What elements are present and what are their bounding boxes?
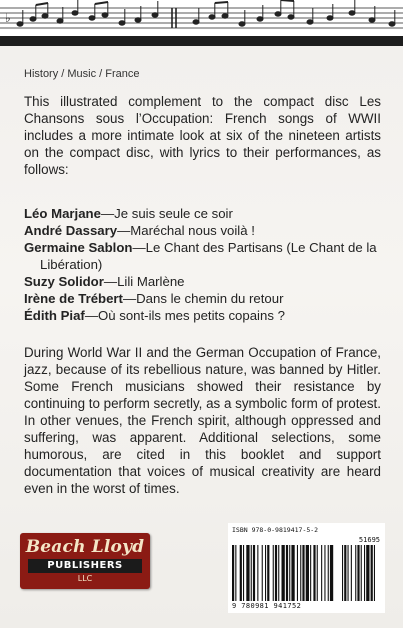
barcode-bar <box>321 545 322 601</box>
song-title: —Je suis seule ce soir <box>100 206 233 221</box>
barcode-bar <box>313 545 315 601</box>
barcode-bar <box>262 545 263 601</box>
svg-text:♭: ♭ <box>5 11 11 25</box>
barcode-bar <box>348 545 349 601</box>
publisher-subtitle: PUBLISHERS <box>28 559 142 573</box>
barcode-bar <box>273 545 274 601</box>
barcode-bar <box>364 545 365 601</box>
artist-item <box>24 307 381 324</box>
dark-header-band <box>0 36 403 46</box>
barcode-bar <box>275 545 277 601</box>
barcode-bar <box>328 545 329 601</box>
artist-item <box>24 239 381 273</box>
barcode-bar <box>289 545 290 601</box>
barcode-bar <box>267 545 269 601</box>
barcode-bar <box>300 545 301 601</box>
isbn-label: ISBN 978-0-9819417-5-2 <box>232 526 319 534</box>
barcode-bar <box>232 545 234 601</box>
back-cover <box>0 46 403 628</box>
barcode-bar <box>297 545 298 601</box>
song-title: —Maréchal nous voilà ! <box>117 223 255 238</box>
song-title: —Le Chant des Partisans (Le Chant de la Libération) <box>40 240 377 272</box>
intro-paragraph: This illustrated complement to the compact disc Les Chansons sous l’Occupation: French songs of WWII includes a more intimate look at six of the nineteen artists on the compact disc, with lyrics to their performances, as follows: <box>24 94 381 177</box>
song-title: —Lili Marlène <box>103 274 185 289</box>
artist-name: André Dassary <box>24 223 118 238</box>
barcode-bar <box>235 545 236 601</box>
artist-item <box>24 273 381 290</box>
barcode-bar <box>366 545 369 601</box>
barcode-bar <box>344 545 346 601</box>
publisher-name: Beach Lloyd <box>25 537 145 557</box>
barcode-bar <box>371 545 373 601</box>
barcode-bar <box>240 545 242 601</box>
artist-item <box>24 290 381 307</box>
artist-name: Germaine Sablon <box>24 240 133 255</box>
publisher-suffix: LLC <box>77 574 93 583</box>
barcode-panel <box>228 523 385 613</box>
artist-name: Suzy Solidor <box>24 274 104 289</box>
barcode-bar <box>278 545 279 601</box>
artist-item <box>24 222 381 239</box>
barcode-bar <box>330 545 333 601</box>
artist-name: Léo Marjane <box>24 206 101 221</box>
barcode-bar <box>265 545 266 601</box>
barcode-bar <box>253 545 255 601</box>
song-title: —Où sont-ils mes petits copains ? <box>84 308 285 323</box>
barcode-bar <box>286 545 288 601</box>
barcode-bar <box>324 545 325 601</box>
publisher-logo <box>20 533 150 589</box>
barcode-bar <box>257 545 258 601</box>
barcode-bar <box>351 545 352 601</box>
barcode-bar <box>282 545 285 601</box>
barcode-bar <box>361 545 362 601</box>
barcode-icon <box>232 545 381 601</box>
barcode-bar <box>246 545 249 601</box>
barcode-bar <box>374 545 375 601</box>
artist-item <box>24 205 381 222</box>
artist-name: Irène de Trébert <box>24 291 123 306</box>
artist-name: Édith Piaf <box>24 308 85 323</box>
barcode-bar <box>317 545 318 601</box>
price-code: 51695 <box>358 536 380 544</box>
barcode-bar <box>306 545 309 601</box>
category-label: History / Music / France <box>24 68 140 80</box>
barcode-bar <box>357 545 359 601</box>
song-title: —Dans le chemin du retour <box>122 291 284 306</box>
ean-number: 9 780981 941752 <box>232 602 302 610</box>
barcode-bar <box>355 545 356 601</box>
barcode-bar <box>310 545 311 601</box>
barcode-bar <box>251 545 252 601</box>
barcode-bar <box>243 545 244 601</box>
barcode-bar <box>342 545 343 601</box>
barcode-bar <box>291 545 294 601</box>
artist-list <box>24 205 381 324</box>
description-paragraph: During World War II and the German Occupation of France, jazz, because of its rebellious nature, was banned by Hitler. Some French musicians showed their resistance by continuing to perform secretly, as a symbolic form of protest. In other venues, the French spirit, although oppressed and suffering, was apparent. Additional selections, some humorous, are cited in this booklet and support documentation that voices of musical creativity are heard even in the worst of times. <box>24 345 381 496</box>
barcode-bar <box>302 545 304 601</box>
